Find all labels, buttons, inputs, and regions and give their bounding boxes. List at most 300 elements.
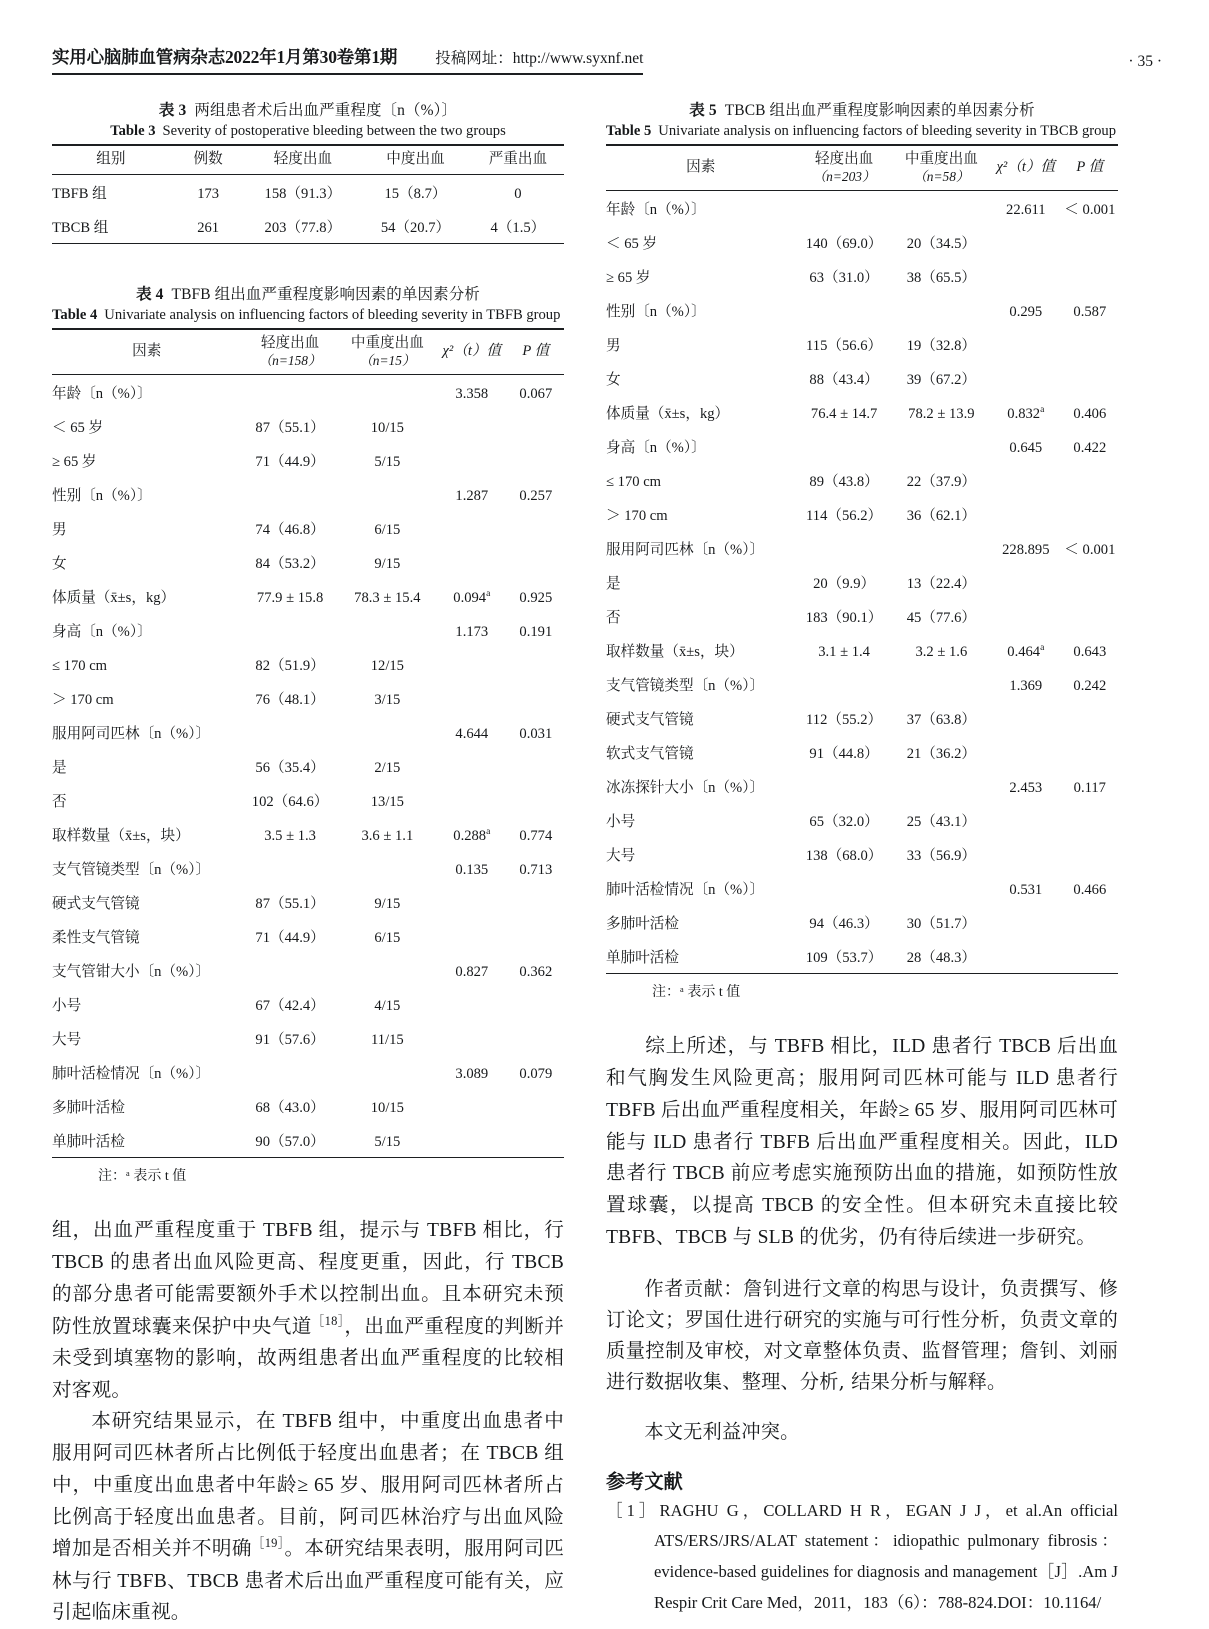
table-row [606, 361, 1118, 395]
table5-r17-chi: 2.453 [1009, 779, 1043, 796]
table5-label-en: Table 5 [606, 123, 652, 139]
table4-r1-factor: ＜ 65 岁 [52, 419, 104, 436]
table-row [606, 667, 1118, 701]
table5-r10-mild [795, 531, 892, 565]
table4-caption-cn-text: TBFB 组出血严重程度影响因素的单因素分析 [171, 286, 480, 304]
table3-th-4: 严重出血 [488, 151, 548, 168]
author-contributions: 作者贡献：詹钊进行文章的构思与设计，负责撰写、修订论文；罗国仕进行研究的实施与可行性分析，负责文章的质量控制及审校，对文章整体负责、监督管理；詹钊、刘丽进行数据收集、整理、分析, 结果分析与解释。 [606, 1276, 1118, 1393]
table5-r16-modsev: 21（36.2） [906, 745, 977, 762]
table5-r6-factor: 体质量（x̄±s，kg） [606, 405, 730, 422]
table-row [52, 209, 564, 244]
table5-r8-chi [990, 463, 1062, 497]
table-row [52, 511, 564, 545]
table4-r16-p [508, 919, 564, 953]
table4-r14-mild [241, 851, 338, 885]
table4-th-mild-n: （n=158） [258, 353, 322, 369]
table3-label-en: Table 3 [110, 123, 156, 139]
table4-r6-mild: 77.9 ± 15.8 [256, 589, 324, 606]
table4-r19-factor: 大号 [52, 1031, 82, 1048]
table5-r9-chi [990, 497, 1062, 531]
table5-r13-factor: 取样数量（x̄±s，块） [606, 643, 744, 660]
table-row [52, 613, 564, 647]
table4-r7-modsev [339, 613, 436, 647]
table4-r12-factor: 否 [52, 793, 67, 810]
table4-r8-p [508, 647, 564, 681]
table4-r22-modsev: 5/15 [374, 1133, 401, 1150]
table3-r1c0: TBCB 组 [52, 219, 109, 236]
table5-r20-factor: 肺叶活检情况〔n（%）〕 [606, 881, 765, 898]
table4-r3-p: 0.257 [519, 487, 553, 504]
table-row [606, 735, 1118, 769]
table5-th-mild-n: （n=203） [812, 169, 876, 185]
table-row [606, 565, 1118, 599]
table4-r10-mild [241, 715, 338, 749]
table4-r10-p: 0.031 [519, 725, 553, 742]
table3-th-2: 轻度出血 [273, 151, 333, 168]
table4-r21-p [508, 1089, 564, 1123]
table-row [606, 293, 1118, 327]
table5 [606, 144, 1118, 974]
table5-r11-chi [990, 565, 1062, 599]
journal-title: 实用心脑肺血管病杂志2022年1月第30卷第1期 [52, 47, 398, 67]
left-column [52, 98, 564, 1629]
table5-r4-p [1062, 327, 1118, 361]
running-head-left [52, 44, 643, 75]
table4-r3-modsev [339, 477, 436, 511]
table5-r20-p: 0.466 [1073, 881, 1107, 898]
table-row [52, 851, 564, 885]
table3-caption-cn-text: 两组患者术后出血严重程度〔n（%）〕 [194, 102, 458, 119]
table4-r21-chi [436, 1089, 508, 1123]
table4-r0-modsev [339, 375, 436, 410]
table4-r17-modsev [339, 953, 436, 987]
table4-r21-mild: 68（43.0） [255, 1099, 325, 1116]
table5-r0-modsev [893, 191, 990, 226]
table5-r5-mild: 88（43.4） [809, 371, 879, 388]
table4-r4-factor: 男 [52, 521, 67, 538]
table5-r1-mild: 140（69.0） [805, 235, 883, 252]
table5-r4-chi [990, 327, 1062, 361]
table5-r2-p [1062, 259, 1118, 293]
table3-header-row [52, 145, 564, 174]
table5-r6-p: 0.406 [1073, 405, 1107, 422]
table5-r22-chi [990, 939, 1062, 974]
table3-r0c1: 173 [197, 185, 220, 202]
table4-r12-mild: 102（64.6） [251, 793, 329, 810]
table4-r5-chi [436, 545, 508, 579]
table4-r11-p [508, 749, 564, 783]
table4-r22-p [508, 1123, 564, 1158]
table5-r12-p [1062, 599, 1118, 633]
table5-r7-mild [795, 429, 892, 463]
table5-r9-mild: 114（56.2） [806, 507, 883, 524]
table-row [606, 837, 1118, 871]
table5-r6-mild: 76.4 ± 14.7 [810, 405, 878, 422]
table4-r5-mild: 84（53.2） [255, 555, 325, 572]
table4-r8-modsev: 12/15 [370, 657, 404, 674]
table4-r6-factor: 体质量（x̄±s，kg） [52, 589, 176, 606]
table5-r21-mild: 94（46.3） [809, 915, 879, 932]
table5-r14-chi: 1.369 [1009, 677, 1043, 694]
table-row [52, 1021, 564, 1055]
table5-r21-chi [990, 905, 1062, 939]
left-p1-b: ，出血严重程度的判断并未受到填塞物的影响，故两组患者出血严重程度的比较相对客观。 [52, 1316, 564, 1401]
left-paragraph-2 [52, 1406, 564, 1629]
table4-r18-mild: 67（42.4） [255, 997, 325, 1014]
table-row [606, 905, 1118, 939]
table5-th-mild-label: 轻度出血 [814, 151, 874, 168]
table4-th-p: P 值 [522, 343, 550, 360]
left-p1-a: 组，出血严重程度重于 TBFB 组，提示与 TBFB 相比，行 TBCB 的患者出血风险更高、程度更重，因此，行 TBCB 的部分患者可能需要额外手术以控制出血。且本研究未预防性放置球囊来保护中央气道 [52, 1220, 564, 1338]
table4-r20-factor: 肺叶活检情况〔n（%）〕 [52, 1065, 211, 1082]
table5-r1-factor: ＜ 65 岁 [606, 235, 658, 252]
table5-r11-p [1062, 565, 1118, 599]
table5-r14-factor: 支气管镜类型〔n（%）〕 [606, 677, 765, 694]
table4-r1-mild: 87（55.1） [255, 419, 325, 436]
table4-r16-modsev: 6/15 [374, 929, 401, 946]
table4-r21-factor: 多肺叶活检 [52, 1099, 125, 1116]
table4-r14-p: 0.713 [519, 861, 553, 878]
table5-th-modsev [893, 145, 990, 191]
table5-r10-p: ＜ 0.001 [1064, 541, 1116, 558]
table5-r5-factor: 女 [606, 371, 621, 388]
table5-r7-p: 0.422 [1073, 439, 1107, 456]
table4-r17-p: 0.362 [519, 963, 553, 980]
table4-r14-factor: 支气管镜类型〔n（%）〕 [52, 861, 211, 878]
table4-r14-modsev [339, 851, 436, 885]
table4-r18-chi [436, 987, 508, 1021]
table5-r7-modsev [893, 429, 990, 463]
table4-r20-mild [241, 1055, 338, 1089]
table4-label-en: Table 4 [52, 307, 98, 324]
table4-r17-chi: 0.827 [455, 963, 489, 980]
table4-label-cn: 表 4 [136, 286, 164, 304]
table5-r15-mild: 112（55.2） [806, 711, 883, 728]
table4-r16-chi [436, 919, 508, 953]
table3-r0c4: 0 [514, 185, 522, 202]
table4-r13-p: 0.774 [519, 827, 553, 844]
table5-r21-modsev: 30（51.7） [906, 915, 977, 932]
table5-r1-chi [990, 225, 1062, 259]
table4-r11-factor: 是 [52, 759, 67, 776]
table5-th-modsev-label: 中重度出血 [904, 151, 978, 168]
table4-r10-factor: 服用阿司匹林〔n（%）〕 [52, 725, 211, 742]
table-row [52, 783, 564, 817]
table3-r0c0: TBFB 组 [52, 185, 107, 202]
table4-caption-en [52, 306, 564, 325]
table4-r8-factor: ≤ 170 cm [52, 657, 108, 674]
table-row [52, 681, 564, 715]
table4-r3-chi: 1.287 [455, 487, 489, 504]
table-row [606, 701, 1118, 735]
table-row [52, 1055, 564, 1089]
table5-r7-chi: 0.645 [1009, 439, 1043, 456]
table-row [52, 885, 564, 919]
table4-r20-p: 0.079 [519, 1065, 553, 1082]
table5-r11-modsev: 13（22.4） [906, 575, 977, 592]
table5-r19-mild: 138（68.0） [805, 847, 883, 864]
table5-caption-cn-text: TBCB 组出血严重程度影响因素的单因素分析 [724, 102, 1035, 119]
table5-r2-modsev: 38（65.5） [906, 269, 977, 286]
table4-r14-chi: 0.135 [455, 861, 489, 878]
table5-r13-chi: 0.464$^a$ [1007, 642, 1045, 660]
table4-r13-mild: 3.5 ± 1.3 [264, 827, 316, 844]
table5-r17-mild [795, 769, 892, 803]
table5-r11-mild: 20（9.9） [813, 575, 876, 592]
table5-r12-mild: 183（90.1） [805, 609, 883, 626]
table-row [606, 939, 1118, 974]
table4-r2-mild: 71（44.9） [255, 453, 325, 470]
table4-r22-mild: 90（57.0） [255, 1133, 325, 1150]
table5-r13-mild: 3.1 ± 1.4 [818, 643, 870, 660]
table5-r3-p: 0.587 [1073, 303, 1107, 320]
table3-r1c1: 261 [197, 219, 220, 236]
table4-r5-modsev: 9/15 [374, 555, 401, 572]
table4-r22-factor: 单肺叶活检 [52, 1133, 125, 1150]
table4-r3-mild [241, 477, 338, 511]
table5-r18-factor: 小号 [606, 813, 636, 830]
table5-r6-chi: 0.832$^a$ [1007, 404, 1045, 422]
table5-th-factor: 因素 [686, 159, 716, 176]
table5-r13-modsev: 3.2 ± 1.6 [915, 643, 968, 660]
table5-r8-factor: ≤ 170 cm [606, 473, 662, 490]
table5-caption-en [606, 122, 1118, 141]
table5-r8-p [1062, 463, 1118, 497]
table5-r10-factor: 服用阿司匹林〔n（%）〕 [606, 541, 765, 558]
table4-r6-modsev: 78.3 ± 15.4 [354, 589, 421, 606]
table-row [606, 803, 1118, 837]
table5-r5-modsev: 39（67.2） [906, 371, 977, 388]
table4-r11-chi [436, 749, 508, 783]
footnote-marker: a [1040, 642, 1045, 654]
table4-r8-mild: 82（51.9） [255, 657, 325, 674]
table-row [52, 443, 564, 477]
table5-r15-p [1062, 701, 1118, 735]
table3-r0c3: 15（8.7） [384, 185, 447, 202]
table-row [606, 225, 1118, 259]
table4-r18-factor: 小号 [52, 997, 82, 1014]
table4-r7-p: 0.191 [519, 623, 553, 640]
table5-r12-chi [990, 599, 1062, 633]
table3-r1c3: 54（20.7） [380, 219, 451, 236]
table5-r2-chi [990, 259, 1062, 293]
table4-r9-p [508, 681, 564, 715]
table-row [606, 429, 1118, 463]
table4-body [52, 375, 564, 1158]
table4-th-factor: 因素 [132, 343, 162, 360]
table5-r21-factor: 多肺叶活检 [606, 915, 679, 932]
table5-r10-chi: 228.895 [1002, 541, 1050, 558]
table-row [606, 871, 1118, 905]
table-row [606, 531, 1118, 565]
table4-th-modsev [339, 329, 436, 375]
table-row [606, 463, 1118, 497]
table5-r15-chi [990, 701, 1062, 735]
table3-block [52, 98, 564, 244]
table5-block [606, 98, 1118, 1001]
table5-r9-modsev: 36（62.1） [906, 507, 977, 524]
table5-r16-p [1062, 735, 1118, 769]
table4-r1-chi [436, 409, 508, 443]
table5-r2-factor: ≥ 65 岁 [606, 269, 651, 286]
two-column-layout [52, 98, 1162, 1629]
table4-r15-factor: 硬式支气管镜 [52, 895, 140, 912]
table4-r18-modsev: 4/15 [374, 997, 401, 1014]
table4-r20-modsev [339, 1055, 436, 1089]
table4-r6-chi: 0.094$^a$ [453, 588, 491, 606]
table5-r15-factor: 硬式支气管镜 [606, 711, 694, 728]
table-row [606, 327, 1118, 361]
table4 [52, 328, 564, 1158]
table4-r9-chi [436, 681, 508, 715]
table4-r3-factor: 性别〔n（%）〕 [52, 487, 152, 504]
table5-r14-p: 0.242 [1073, 677, 1107, 694]
table5-r6-modsev: 78.2 ± 13.9 [908, 405, 975, 422]
table-row [606, 633, 1118, 667]
right-paragraph-1: 综上所述，与 TBFB 相比，ILD 患者行 TBCB 后出血和气胸发生风险更高；服用阿司匹林可能与 ILD 患者行 TBFB 后出血严重程度相关，年龄≥ 65 岁、服用阿司匹林可能与 ILD 患者行 TBFB 后出血严重程度相关。因此，ILD 患者行 TBCB 前应考虑实施预防出血的措施，如预防性放置球囊，以提高 TBCB 的安全性。但本研究未直接比较 TBFB、TBCB 与 SLB 的优劣，仍有待后续进一步研究。 [606, 1036, 1118, 1248]
references-heading: 参考文献 [606, 1471, 683, 1493]
table5-r5-p [1062, 361, 1118, 395]
table3-r1c2: 203（77.8） [264, 219, 342, 236]
table-row [606, 191, 1118, 226]
table5-r18-p [1062, 803, 1118, 837]
table-row [52, 1089, 564, 1123]
table4-r7-chi: 1.173 [455, 623, 489, 640]
table4-r17-mild [241, 953, 338, 987]
table4-r0-chi: 3.358 [455, 385, 489, 402]
table4-r5-p [508, 545, 564, 579]
table4-r20-chi: 3.089 [455, 1065, 489, 1082]
table4-th-modsev-n: （n=15） [359, 353, 416, 369]
table5-r12-factor: 否 [606, 609, 621, 626]
table-row [52, 1123, 564, 1158]
table3-r0c2: 158（91.3） [264, 185, 342, 202]
table-row [52, 409, 564, 443]
table-row [52, 817, 564, 851]
table5-r17-factor: 冰冻探针大小〔n（%）〕 [606, 779, 765, 796]
table4-r0-p: 0.067 [519, 385, 553, 402]
table4-r4-p [508, 511, 564, 545]
table3-caption-en-text: Severity of postoperative bleeding between the two groups [162, 123, 506, 139]
table4-r15-modsev: 9/15 [374, 895, 401, 912]
table5-r16-chi [990, 735, 1062, 769]
table5-r18-chi [990, 803, 1062, 837]
left-p2-b: 。本研究结果表明，服用阿司匹林与行 TBFB、TBCB 患者术后出血严重程度可能有关，应引起临床重视。 [52, 1538, 564, 1624]
table4-r17-factor: 支气管钳大小〔n（%）〕 [52, 963, 211, 980]
table5-r3-modsev [893, 293, 990, 327]
table5-r9-p [1062, 497, 1118, 531]
table5-r14-modsev [893, 667, 990, 701]
table4-r22-chi [436, 1123, 508, 1158]
left-paragraph-1 [52, 1215, 564, 1406]
footnote-marker: a [486, 826, 491, 838]
table4-r4-mild: 74（46.8） [255, 521, 325, 538]
table-row [52, 477, 564, 511]
table5-r3-chi: 0.295 [1009, 303, 1043, 320]
table4-r4-chi [436, 511, 508, 545]
table5-note: 注：ᵃ 表示 t 值 [652, 985, 741, 1001]
table5-r0-mild [795, 191, 892, 226]
table4-note: 注：ᵃ 表示 t 值 [98, 1169, 187, 1185]
table4-r8-chi [436, 647, 508, 681]
table-row [606, 497, 1118, 531]
table5-r1-p [1062, 225, 1118, 259]
table5-caption-en-text: Univariate analysis on influencing factors of bleeding severity in TBCB group [658, 123, 1117, 139]
table5-r19-p [1062, 837, 1118, 871]
left-p2-a: 本研究结果显示，在 TBFB 组中，中重度出血患者中服用阿司匹林者所占比例低于轻度出血患者；在 TBCB 组中，中重度出血患者中年龄≥ 65 岁、服用阿司匹林者所占比例高于轻度出血患者。目前，阿司匹林治疗与出血风险增加是否相关并不明确 [52, 1411, 564, 1560]
table3-caption-cn [52, 98, 564, 120]
table4-th-mild-label: 轻度出血 [260, 335, 320, 352]
table5-r16-factor: 软式支气管镜 [606, 745, 694, 762]
table4-r16-mild: 71（44.9） [255, 929, 325, 946]
table5-r18-mild: 65（32.0） [809, 813, 879, 830]
table5-r22-p [1062, 939, 1118, 974]
footnote-marker: a [486, 588, 491, 600]
table4-r13-factor: 取样数量（x̄±s，块） [52, 827, 190, 844]
table5-r18-modsev: 25（43.1） [906, 813, 977, 830]
table4-r7-factor: 身高〔n（%）〕 [52, 623, 152, 640]
table-row [606, 259, 1118, 293]
table5-r15-modsev: 37（63.8） [906, 711, 977, 728]
table5-r5-chi [990, 361, 1062, 395]
table5-r2-mild: 63（31.0） [809, 269, 879, 286]
table5-th-p: P 值 [1076, 159, 1104, 176]
table3-label-cn: 表 3 [158, 102, 187, 119]
table4-r19-p [508, 1021, 564, 1055]
table4-r10-chi: 4.644 [455, 725, 489, 742]
table3-caption-en [52, 122, 564, 141]
table4-r15-chi [436, 885, 508, 919]
table5-r13-p: 0.643 [1073, 643, 1107, 660]
table4-r16-factor: 柔性支气管镜 [52, 929, 140, 946]
table4-r6-p: 0.925 [519, 589, 553, 606]
table5-r20-chi: 0.531 [1009, 881, 1043, 898]
table4-r15-p [508, 885, 564, 919]
table5-body [606, 191, 1118, 974]
table5-caption-cn [606, 98, 1118, 120]
table4-r19-modsev: 11/15 [371, 1031, 404, 1048]
table4-header-row [52, 329, 564, 375]
table5-r4-modsev: 19（32.8） [906, 337, 977, 354]
table4-r12-chi [436, 783, 508, 817]
table5-r22-modsev: 28（48.3） [906, 949, 977, 966]
footnote-marker: a [1040, 404, 1045, 416]
table5-r22-mild: 109（53.7） [805, 949, 883, 966]
table-row [52, 953, 564, 987]
table5-r16-mild: 91（44.8） [809, 745, 879, 762]
table4-r12-p [508, 783, 564, 817]
table3-body [52, 175, 564, 244]
table5-r1-modsev: 20（34.5） [906, 235, 977, 252]
table4-r2-modsev: 5/15 [374, 453, 401, 470]
submission-url: 投稿网址：http://www.syxnf.net [435, 50, 644, 67]
table5-r11-factor: 是 [606, 575, 621, 592]
conflict-statement: 本文无利益冲突。 [644, 1420, 800, 1444]
table-row [52, 375, 564, 410]
table4-caption-cn [52, 282, 564, 304]
table4-r15-mild: 87（55.1） [255, 895, 325, 912]
table4-r1-p [508, 409, 564, 443]
table4-r2-chi [436, 443, 508, 477]
table5-r4-mild: 115（56.6） [806, 337, 883, 354]
table-row [52, 579, 564, 613]
table5-r20-mild [795, 871, 892, 905]
table4-r11-modsev: 2/15 [374, 759, 401, 776]
table-row [606, 395, 1118, 429]
reference-item-1: ［1］RAGHU G，COLLARD H R，EGAN J J，et al.An official ATS/ERS/JRS/ALAT statement：idiopathic pulmonary fibrosis：evidence-based guidelines for diagnosis and management［J］.Am J Respir Crit Care Med，2011，183（6）：788-824.DOI：10.1164/ [606, 1500, 1118, 1612]
table5-r22-factor: 单肺叶活检 [606, 949, 679, 966]
table4-r12-modsev: 13/15 [370, 793, 404, 810]
